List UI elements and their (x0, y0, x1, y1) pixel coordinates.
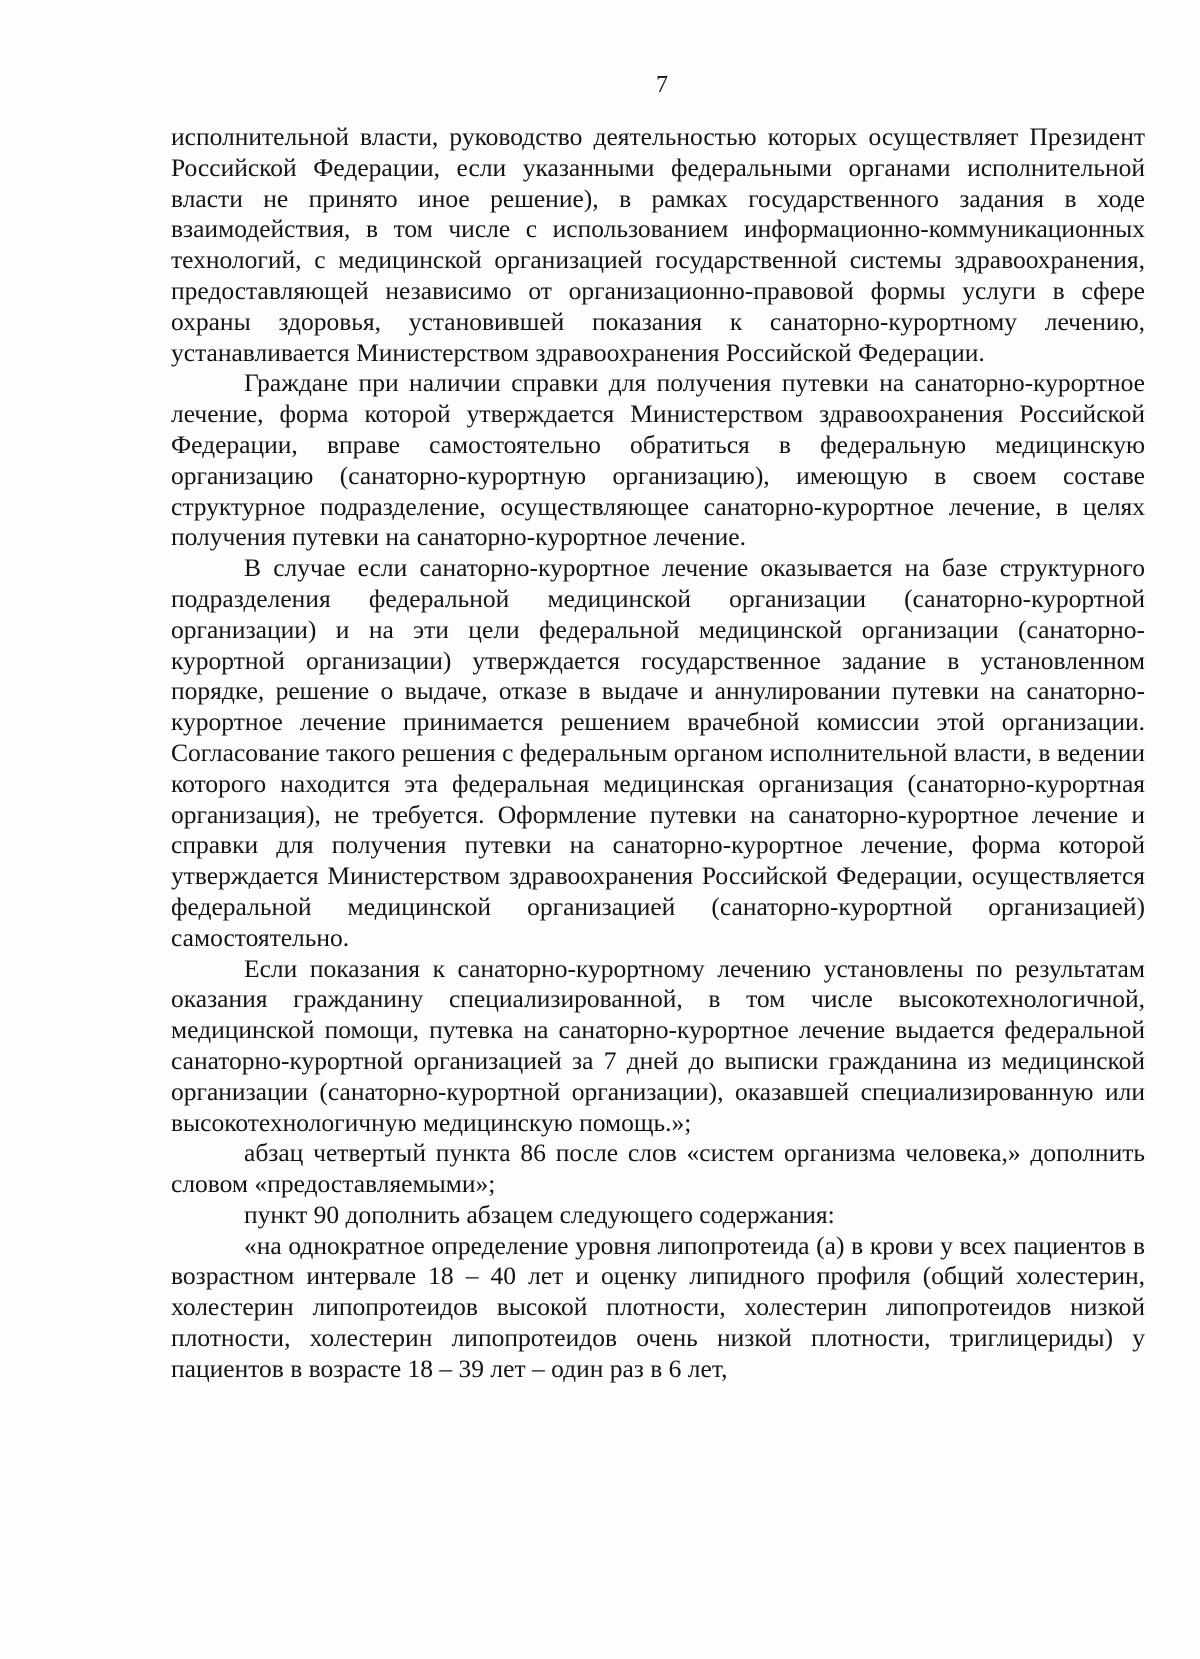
body-text (171, 122, 1145, 1385)
paragraph: абзац четвертый пункта 86 после слов «систем организма человека,» дополнить словом «предоставляемыми»; (171, 1138, 1145, 1199)
paragraph: пункт 90 дополнить абзацем следующего содержания: (244, 1199, 835, 1229)
paragraph: В случае если санаторно-курортное лечение оказывается на базе структурного подразделения федеральной медицинской организации (санаторно-курортной организации) и на эти цели федеральной медицинской организации (санаторно-курортной организации) утверждается государственное задание в установленном порядке, решение о выдаче, отказе в выдаче и аннулировании путевки на санаторно-курортное лечение принимается решением врачебной комиссии этой организации. Согласование такого решения с федеральным органом исполнительной власти, в ведении которого находится эта федеральная медицинская организация (санаторно-курортная организация), не требуется. Оформление путевки на санаторно-курортное лечение и справки для получения путевки на санаторно-курортное лечение, форма которой утверждается Министерством здравоохранения Российской Федерации, осуществляется федеральной медицинской организацией (санаторно-курортной организацией) самостоятельно. (171, 553, 1145, 952)
paragraph: «на однократное определение уровня липопротеида (а) в крови у всех пациентов в возрастном интервале 18 – 40 лет и оценку липидного профиля (общий холестерин, холестерин липопротеидов высокой плотности, холестерин липопротеидов низкой плотности, холестерин липопротеидов очень низкой плотности, триглицериды) у пациентов в возрасте 18 – 39 лет – один раз в 6 лет, (171, 1230, 1145, 1383)
page-number: 7 (656, 72, 668, 98)
paragraph: Граждане при наличии справки для получения путевки на санаторно-курортное лечение, форма которой утверждается Министерством здравоохранения Российской Федерации, вправе самостоятельно обратиться в федеральную медицинскую организацию (санаторно-курортную организацию), имеющую в своем составе структурное подразделение, осуществляющее санаторно-курортное лечение, в целях получения путевки на санаторно-курортное лечение. (171, 368, 1145, 552)
paragraph: Если показания к санаторно-курортному лечению установлены по результатам оказания гражданину специализированной, в том числе высокотехнологичной, медицинской помощи, путевка на санаторно-курортное лечение выдается федеральной санаторно-курортной организацией за 7 дней до выписки гражданина из медицинской организации (санаторно-курортной организации), оказавшей специализированную или высокотехнологичную медицинскую помощь.»; (171, 953, 1145, 1137)
paragraph: исполнительной власти, руководство деятельностью которых осуществляет Президент Российской Федерации, если указанными федеральными органами исполнительной власти не принято иное решение), в рамках государственного задания в ходе взаимодействия, в том числе с использованием информационно-коммуникационных технологий, с медицинской организацией государственной системы здравоохранения, предоставляющей независимо от организационно-правовой формы услуги в сфере охраны здоровья, установившей показания к санаторно-курортному лечению, устанавливается Министерством здравоохранения Российской Федерации. (171, 122, 1145, 367)
